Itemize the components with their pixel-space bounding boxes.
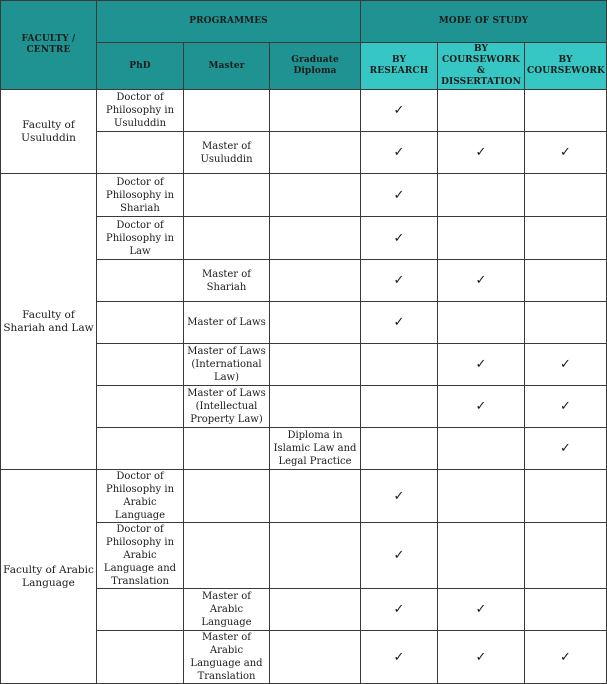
- by-coursework-check: [525, 589, 607, 631]
- by-research-check: ✓: [361, 132, 438, 174]
- phd-cell: [97, 386, 184, 428]
- master-cell: [184, 174, 270, 217]
- master-cell: [184, 90, 270, 132]
- by-coursework-check: ✓: [525, 631, 607, 684]
- header-faculty: FACULTY / CENTRE: [1, 1, 97, 90]
- diploma-cell: [270, 174, 361, 217]
- by-coursework-check: ✓: [525, 344, 607, 386]
- by-coursework-check: ✓: [525, 386, 607, 428]
- diploma-cell: [270, 302, 361, 344]
- by-coursework-dissertation-check: ✓: [438, 386, 525, 428]
- table-row: [1, 174, 607, 217]
- header-programmes: PROGRAMMES: [97, 1, 361, 43]
- by-research-check: [361, 386, 438, 428]
- by-coursework-dissertation-check: ✓: [438, 344, 525, 386]
- by-research-check: ✓: [361, 302, 438, 344]
- diploma-cell: [270, 344, 361, 386]
- by-coursework-dissertation-check: ✓: [438, 132, 525, 174]
- diploma-cell: Diploma in Islamic Law and Legal Practice: [270, 428, 361, 470]
- by-coursework-dissertation-check: ✓: [438, 631, 525, 684]
- table-row: [1, 90, 607, 132]
- phd-cell: Doctor of Philosophy in Law: [97, 217, 184, 260]
- by-coursework-check: ✓: [525, 132, 607, 174]
- by-research-check: ✓: [361, 217, 438, 260]
- by-research-check: ✓: [361, 523, 438, 589]
- master-cell: [184, 217, 270, 260]
- diploma-cell: [270, 523, 361, 589]
- by-coursework-dissertation-check: [438, 174, 525, 217]
- phd-cell: [97, 302, 184, 344]
- by-research-check: ✓: [361, 174, 438, 217]
- table-row: [1, 470, 607, 523]
- phd-cell: Doctor of Philosophy in Arabic Language and Translation: [97, 523, 184, 589]
- master-cell: Master of Usuluddin: [184, 132, 270, 174]
- by-research-check: [361, 344, 438, 386]
- master-cell: [184, 428, 270, 470]
- by-research-check: ✓: [361, 631, 438, 684]
- master-cell: Master of Laws (Intellectual Property Law): [184, 386, 270, 428]
- header-mode-of-study: MODE OF STUDY: [361, 1, 607, 43]
- header-phd: PhD: [97, 43, 184, 90]
- phd-cell: Doctor of Philosophy in Arabic Language: [97, 470, 184, 523]
- by-coursework-check: ✓: [525, 428, 607, 470]
- diploma-cell: [270, 90, 361, 132]
- diploma-cell: [270, 631, 361, 684]
- by-coursework-check: [525, 90, 607, 132]
- header-graduate-diploma: Graduate Diploma: [270, 43, 361, 90]
- diploma-cell: [270, 217, 361, 260]
- faculty-usuluddin: Faculty of Usuluddin: [1, 90, 97, 174]
- faculty-arabic-language: Faculty of Arabic Language: [1, 470, 97, 684]
- by-research-check: [361, 428, 438, 470]
- by-coursework-dissertation-check: [438, 90, 525, 132]
- phd-cell: [97, 428, 184, 470]
- by-research-check: ✓: [361, 260, 438, 302]
- master-cell: Master of Arabic Language and Translation: [184, 631, 270, 684]
- header-master: Master: [184, 43, 270, 90]
- by-coursework-check: [525, 470, 607, 523]
- header-by-research: BY RESEARCH: [361, 43, 438, 90]
- phd-cell: [97, 132, 184, 174]
- by-coursework-check: [525, 217, 607, 260]
- diploma-cell: [270, 260, 361, 302]
- by-research-check: ✓: [361, 470, 438, 523]
- by-coursework-dissertation-check: [438, 428, 525, 470]
- diploma-cell: [270, 470, 361, 523]
- master-cell: [184, 470, 270, 523]
- diploma-cell: [270, 589, 361, 631]
- header-by-coursework: BY COURSEWORK: [525, 43, 607, 90]
- by-coursework-check: [525, 523, 607, 589]
- diploma-cell: [270, 132, 361, 174]
- faculty-shariah-law: Faculty of Shariah and Law: [1, 174, 97, 470]
- by-coursework-dissertation-check: [438, 470, 525, 523]
- by-coursework-check: [525, 174, 607, 217]
- master-cell: Master of Laws: [184, 302, 270, 344]
- diploma-cell: [270, 386, 361, 428]
- by-coursework-check: [525, 260, 607, 302]
- header-by-coursework-dissertation: BY COURSEWORK & DISSERTATION: [438, 43, 525, 90]
- master-cell: [184, 523, 270, 589]
- by-coursework-dissertation-check: ✓: [438, 589, 525, 631]
- by-coursework-dissertation-check: [438, 217, 525, 260]
- phd-cell: [97, 631, 184, 684]
- master-cell: Master of Shariah: [184, 260, 270, 302]
- by-coursework-dissertation-check: [438, 302, 525, 344]
- phd-cell: Doctor of Philosophy in Usuluddin: [97, 90, 184, 132]
- by-coursework-dissertation-check: [438, 523, 525, 589]
- by-research-check: ✓: [361, 589, 438, 631]
- by-research-check: ✓: [361, 90, 438, 132]
- master-cell: Master of Laws (International Law): [184, 344, 270, 386]
- phd-cell: [97, 344, 184, 386]
- phd-cell: Doctor of Philosophy in Shariah: [97, 174, 184, 217]
- phd-cell: [97, 260, 184, 302]
- phd-cell: [97, 589, 184, 631]
- by-coursework-dissertation-check: ✓: [438, 260, 525, 302]
- by-coursework-check: [525, 302, 607, 344]
- master-cell: Master of Arabic Language: [184, 589, 270, 631]
